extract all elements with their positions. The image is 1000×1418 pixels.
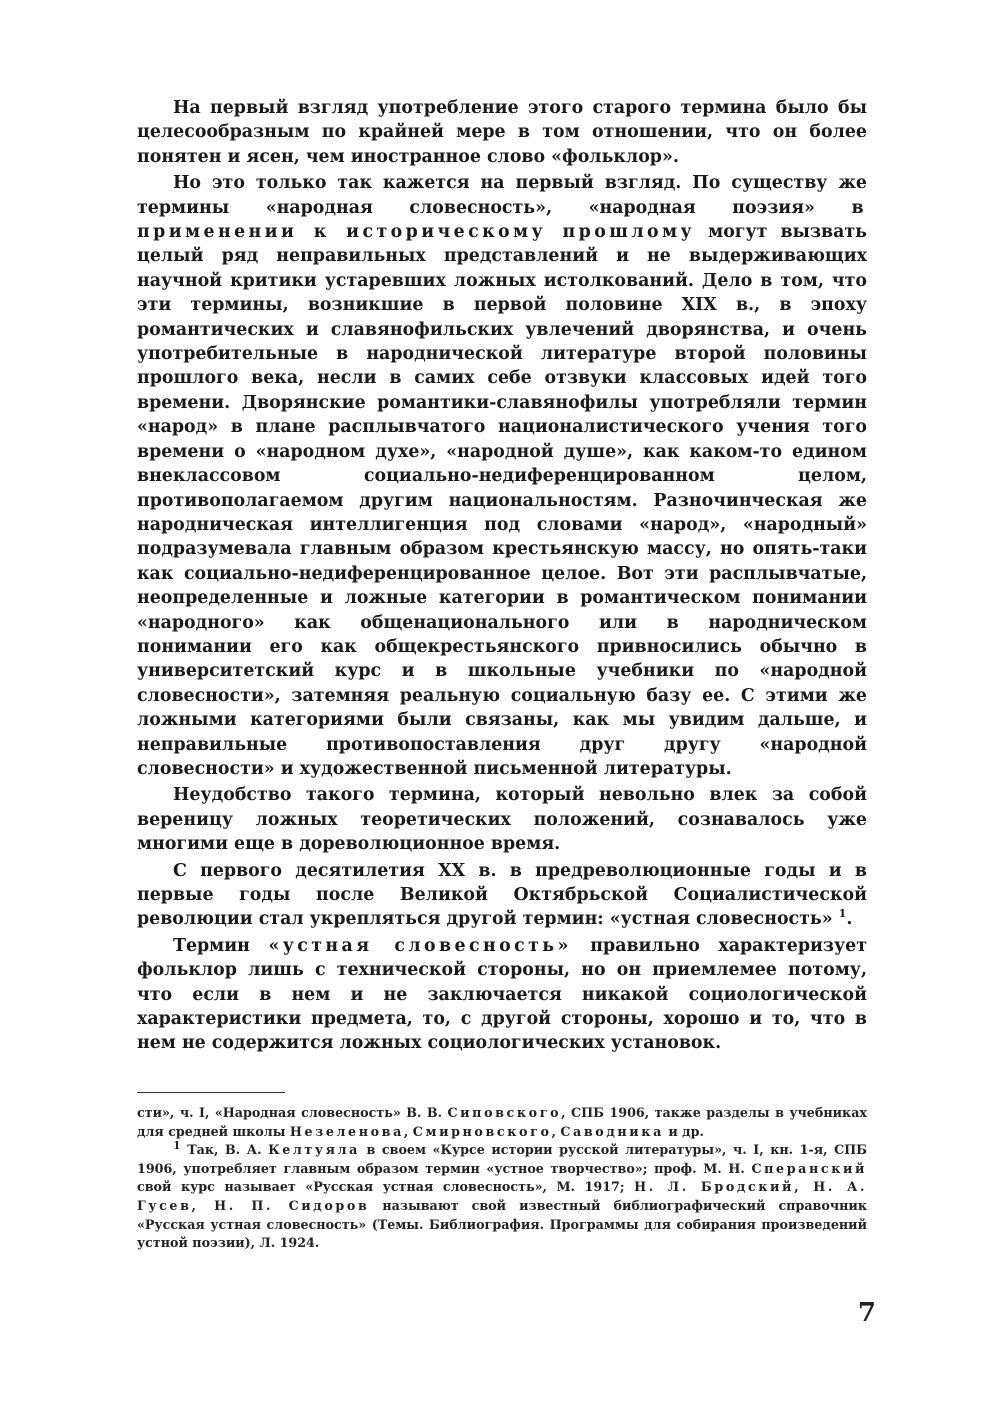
paragraph-1: На первый взгляд употребление этого старого термина было бы целесообразным по крайней мере в том отношении, что он более понятен и ясен, чем иностранное слово «фольклор».: [137, 98, 867, 167]
footnote-1: $^1$ Так, В. А. Келтуяла в своем «Курсе истории русской литературы», ч. I, кн. 1-я, СПБ 1906, употребляет главным образом термин «устное творчество»; проф. М. Н. Сперанский свой курс называет «Русская устная словесность», М. 1917; Н. Л. Бродский, Н. А. Гусев, Н. П. Сидоров называют свой известный библиографический справочник «Русская устная словесность» (Темы. Библиография. Программы для собирания произведений устной поэзии), Л. 1924.: [137, 1138, 868, 1251]
paragraph-4: С первого десятилетия XX в. в предреволюционные годы и в первые годы после Великой Октябрьской Социалистической революции стал укрепляться другой термин: «устная словесность» $^1$.: [137, 860, 867, 930]
paragraph-5: Термин «устная словесность» правильно характеризует фольклор лишь с технической стороны, но он приемлемее потому, что если в нем и не заключается никакой социологической характеристики предмета, то, с другой стороны, хорошо и то, что в нем не содержится ложных социологических установок.: [137, 935, 867, 1054]
footnote-rule: [137, 1092, 285, 1093]
paragraph-2: Но это только так кажется на первый взгляд. По существу же термины «народная словесность», «народная поэзия» в применении к историческому прошлому могут вызвать целый ряд неправильных представлений и не выдерживающих научной критики устаревших ложных истолкований. Дело в том, что эти термины, возникшие в первой половине XIX в., в эпоху романтических и славянофильских увлечений дворянства, и очень употребительные в народнической литературе второй половины прошлого века, несли в самих себе отзвуки классовых идей того времени. Дворянские романтики-славянофилы употребляли термин «народ» в плане расплывчатого националистического учения того времени о «народном духе», «народной душе», как каком-то едином внеклассовом социально-недиференцированном целом, противополагаемом другим национальностям. Разночинческая же народническая интеллигенция под словами «народ», «народный» подразумевала главным образом крестьянскую массу, но опять-таки как социально-недиференцированное целое. Вот эти расплывчатые, неопределенные и ложные категории в романтическом понимании «народного» как общенационального или в народническом понимании его как общекрестьянского привносились обычно в университетский курс и в школьные учебники по «народной словесности», затемняя реальную социальную базу ее. С этими же ложными категориями были связаны, как мы увидим дальше, и неправильные противопоставления друг другу «народной словесности» и художественной письменной литературы.: [137, 173, 867, 779]
spaced-emphasis: «устная словесность»: [268, 935, 572, 956]
paragraph-3: Неудобство такого термина, который невольно влек за собой вереницу ложных теоретических положений, сознавалось уже многими еще в дореволюционное время.: [137, 785, 867, 855]
main-text: [137, 96, 867, 1058]
footnote-ref[interactable]: 1: [838, 907, 847, 921]
footnote-marker: 1: [173, 1138, 181, 1152]
footnote-continuation: сти», ч. I, «Народная словесность» В. В. Сиповского, СПБ 1906, также разделы в учебниках для средней школы Незеленова, Смирновского, Саводника и др.: [137, 1105, 867, 1139]
page-number: 7: [857, 1298, 876, 1328]
footnotes: [137, 1104, 867, 1253]
spaced-emphasis: в применении к историческому прошлому: [137, 197, 867, 243]
